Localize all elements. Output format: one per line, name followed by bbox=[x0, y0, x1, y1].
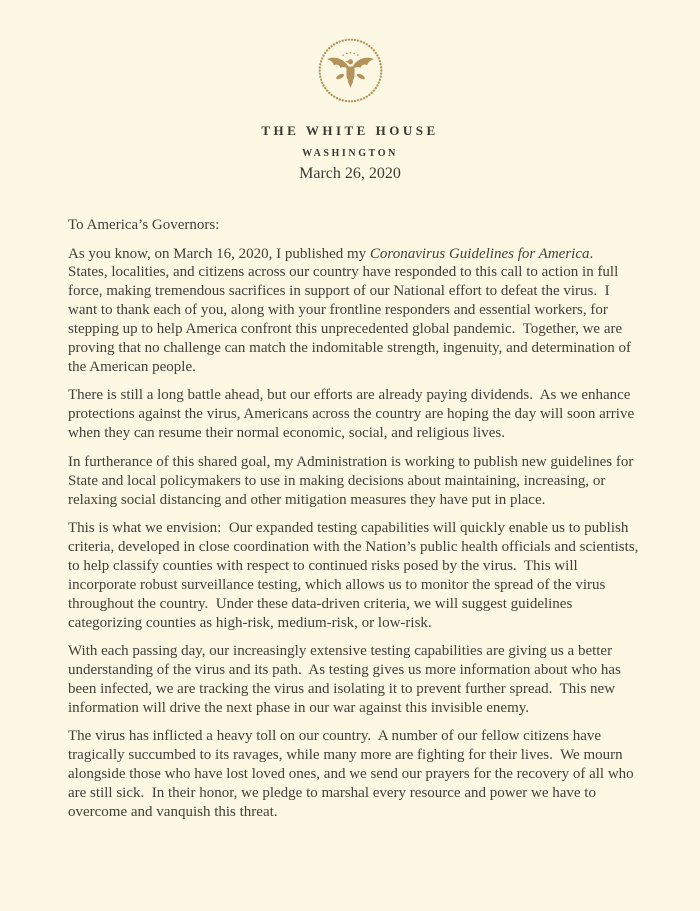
letter-paragraph bbox=[68, 642, 640, 718]
paragraph-text: This is what we envision: Our expanded testing capabilities will quickly enable us to publish criteria, developed in close coordination with the Nation’s public health officials and scientists, to help classify counties with respect to continued risks posed by the virus. This will incorporate robust surveillance testing, which allows us to monitor the spread of the virus throughout the country. Under these data-driven criteria, we will suggest guidelines categorizing counties as high-risk, medium-risk, or low-risk. bbox=[68, 520, 643, 631]
letterhead-subtitle: WASHINGTON bbox=[302, 148, 398, 159]
letter-paragraph bbox=[68, 727, 640, 822]
salutation: To America’s Governors: bbox=[68, 217, 220, 233]
letter-date: March 26, 2020 bbox=[299, 165, 401, 182]
paragraph-text: There is still a long battle ahead, but our efforts are already paying dividends. As we enhance protections against the virus, Americans across the country are hoping the day will soon arrive when they can resume their normal economic, social, and religious lives. bbox=[68, 387, 638, 442]
italic-document-title: Coronavirus Guidelines for America bbox=[369, 245, 590, 262]
paragraph-text: As you know, on March 16, 2020, I published my bbox=[68, 245, 370, 262]
paragraph-text: The virus has inflicted a heavy toll on our country. A number of our fellow citizens have tragically succumbed to its ravages, while many more are fighting for their lives. We mourn alongside those who have lost loved ones, and we send our prayers for the recovery of all who are still sick. In their honor, we pledge to marshal every resource and power we have to overcome and vanquish this threat. bbox=[68, 728, 638, 820]
paragraph-text: . States, localities, and citizens across our country have responded to this call to action in full force, making tremendous sacrifices in support of our National effort to defeat the virus. I want to thank each of you, along with your frontline responders and essential workers, for stepping up to help America confront this unprecedented global pandemic. Together, we are proving that no challenge can match the indomitable strength, ingenuity, and determination of the American people. bbox=[68, 245, 635, 375]
letter-paragraph bbox=[68, 245, 640, 377]
letterhead bbox=[0, 0, 700, 109]
letter-paragraph bbox=[68, 519, 643, 632]
letter-paragraph bbox=[68, 386, 640, 443]
paragraph-text: In furtherance of this shared goal, my Administration is working to publish new guidelines for State and local policymakers to use in making decisions about maintaining, increasing, or relaxing social distancing and other mitigation measures they have put in place. bbox=[68, 453, 638, 508]
letter-body bbox=[68, 216, 643, 822]
letter-paragraph bbox=[68, 453, 640, 510]
letterhead-title: THE WHITE HOUSE bbox=[261, 123, 439, 138]
presidential-seal-icon bbox=[317, 37, 384, 104]
paragraph-text: With each passing day, our increasingly extensive testing capabilities are giving us a better understanding of the virus and its path. As testing gives us more information about who has been infected, we are tracking the virus and isolating it to prevent further spread. This new information will drive the next phase in our war against this invisible enemy. bbox=[68, 643, 625, 716]
